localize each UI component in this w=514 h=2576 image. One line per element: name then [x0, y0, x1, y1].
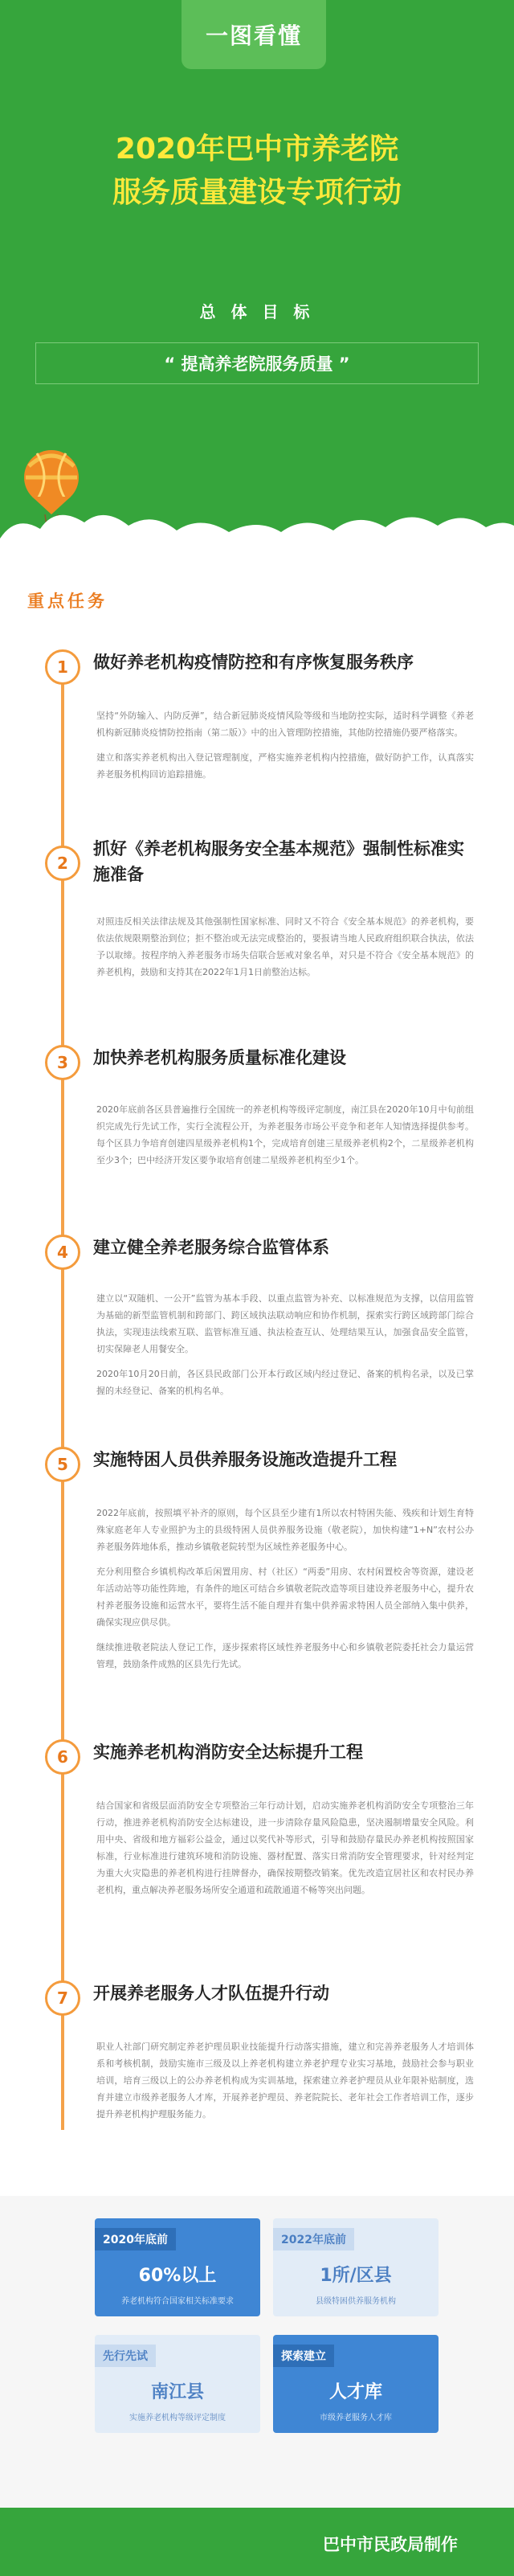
task-number-badge: 6	[45, 1739, 80, 1775]
task-paragraph: 2020年10月20日前，各区县民政部门公开本行政区域内经过登记、备案的机构名录，以及已掌握的未经登记、备案的机构名单。	[96, 1369, 474, 1396]
task-title: 实施特困人员供养服务设施改造提升工程	[93, 1450, 397, 1469]
task-body	[96, 2038, 474, 2123]
task-title: 抓好《养老机构服务安全基本规范》强制性标准实施准备	[93, 839, 464, 884]
page-title-line2: 服务质量建设专项行动	[112, 176, 402, 209]
task-body	[96, 1290, 474, 1399]
task-paragraph: 2020年底前各区县普遍推行全国统一的养老机构等级评定制度，南江县在2020年10月中旬前组织完成先行先试工作，实行全流程公开，为养老服务市场公平竞争和老年人知情选择提供参考。每个区县力争培育创建四星级养老机构1个，完成培育创建三星级养老机构2个，二星级养老机构至少3个；巴中经济开发区要争取培育创建二星级养老机构至少1个。	[96, 1104, 474, 1165]
task-title: 建立健全养老服务综合监管体系	[93, 1238, 329, 1257]
task-paragraph: 2022年底前，按照填平补齐的原则，每个区县至少建有1所以农村特困失能、残疾和计划生育特殊家庭老年人专业照护为主的县级特困人员供养服务设施（敬老院），加快构建“1+N”农村公办养老服务阵地体系，推动乡镇敬老院转型为区域性养老服务中心。	[96, 1508, 474, 1552]
stat-card	[95, 2335, 260, 2433]
task-body	[96, 1797, 474, 1898]
stat-card-value: 南江县	[150, 2382, 204, 2402]
stat-card-tag: 先行先试	[95, 2345, 156, 2367]
task-paragraph: 建立以“双随机、一公开”监管为基本手段、以重点监管为补充、以标准规范为支撑，以信用监管为基础的新型监管机制和跨部门、跨区域执法联动响应和协作机制，探索实行跨区域跨部门综合执法，实现违法线索互联、监管标准互通、执法检查互认、处理结果互认，加强食品安全监管，切实保障老人用餐安全。	[96, 1293, 474, 1354]
task-body	[96, 1505, 474, 1673]
task-paragraph: 结合国家和省级层面消防安全专项整治三年行动计划，启动实施养老机构消防安全专项整治三年行动，推进养老机构消防安全达标建设，进一步清除存量风险隐患，坚决遏制增量安全风险。利用中央、省级和地方福彩公益金，通过以奖代补等形式，引导和鼓励存量民办养老机构按照国家标准，行业标准进行建筑环境和消防设施、器材配置、落实日常消防安全管理要求，针对经判定为重大火灾隐患的养老机构进行挂牌督办，确保按期整改销案。优先改造宜居社区和农村民办养老机构，重点解决养老服务场所安全通道和疏散通道不畅等突出问题。	[96, 1800, 474, 1895]
task-number-badge: 5	[45, 1447, 80, 1482]
task-title: 做好养老机构疫情防控和有序恢复服务秩序	[93, 653, 414, 672]
stat-card	[95, 2218, 260, 2316]
task-number-badge: 7	[45, 1980, 80, 2016]
task-body	[96, 1101, 474, 1169]
stat-card-value: 1所/区县	[320, 2266, 392, 2286]
cloud-decoration	[0, 490, 514, 555]
task-body	[96, 707, 474, 783]
goal-heading: 总 体 目 标	[199, 302, 315, 321]
goal-box	[35, 342, 479, 384]
stat-card-caption: 市级养老服务人才库	[320, 2414, 392, 2422]
task-title: 实施养老机构消防安全达标提升工程	[93, 1743, 363, 1762]
task-number-badge: 2	[45, 846, 80, 881]
task-paragraph: 继续推进敬老院法人登记工作，逐步探索将区域性养老服务中心和乡镇敬老院委托社会力量运营管理，鼓励条件成熟的区县先行先试。	[96, 1642, 474, 1669]
stat-card-caption: 县级特困供养服务机构	[316, 2297, 396, 2306]
section-heading-tasks: 重点任务	[27, 592, 108, 611]
header-badge-text: 一图看懂	[205, 23, 302, 49]
goal-text: “ 提高养老院服务质量 ”	[164, 354, 350, 374]
stat-card-caption: 养老机构符合国家相关标准要求	[121, 2297, 234, 2306]
task-title: 开展养老服务人才队伍提升行动	[93, 1984, 329, 2003]
task-number-badge: 3	[45, 1045, 80, 1080]
task-paragraph: 职业人社部门研究制定养老护理员职业技能提升行动落实措施，建立和完善养老服务人才培训体系和考核机制，鼓励实施市三级及以上养老机构建立养老护理专业实习基地，鼓励社会参与职业培训，培育三级以上的公办养老机构成为实训基地，探索建立养老护理员从业年限补贴制度，选育并建立市级养老服务人才库，开展养老护理员、养老院院长、老年社会工作者培训工作，逐步提升养老机构护理服务能力。	[96, 2042, 474, 2119]
stat-card-tag: 探索建立	[273, 2345, 334, 2367]
header-badge	[182, 0, 326, 69]
footer	[0, 2508, 514, 2576]
footer-credit: 巴中市民政局制作	[323, 2535, 458, 2554]
task-paragraph: 对照违反相关法律法规及其他强制性国家标准、同时又不符合《安全基本规范》的养老机构，要依法依规限期整治到位；拒不整治或无法完成整治的，要报请当地人民政府组织联合执法，依法予以取缔。按程序纳入养老服务市场失信联合惩戒对象名单，对只是不符合《安全基本规范》的养老机构，鼓励和支持其在2022年1月1日前整治达标。	[96, 916, 474, 977]
task-paragraph: 充分利用整合乡镇机构改革后闲置用房、村（社区）“两委”用房、农村闲置校舍等资源，建设老年活动站等功能性阵地，有条件的地区可结合乡镇敬老院改造等项目建设养老服务中心，提升农村养老服务设施和运营水平，要将生活不能自理并有集中供养需求特困人员全部纳入集中供养，确保实现应供尽供。	[96, 1566, 474, 1628]
stat-card-tag: 2020年底前	[95, 2228, 176, 2250]
task-number-badge: 4	[45, 1235, 80, 1270]
stat-card-tag: 2022年底前	[273, 2228, 354, 2250]
task-paragraph: 建立和落实养老机构出入登记管理制度，严格实施养老机构内控措施，做好防护工作，认真落实养老服务机构回访追踪措施。	[96, 752, 474, 780]
stat-card	[273, 2218, 439, 2316]
stat-card	[273, 2335, 439, 2433]
hero-banner	[0, 0, 514, 555]
task-title: 加快养老机构服务质量标准化建设	[93, 1048, 346, 1067]
task-body	[96, 913, 474, 981]
stat-card-caption: 实施养老机构等级评定制度	[129, 2414, 226, 2422]
task-number-badge: 1	[45, 649, 80, 685]
page-title-line1: 2020年巴中市养老院	[115, 133, 399, 166]
task-paragraph: 坚持“外防输入、内防反弹”，结合新冠肺炎疫情风险等级和当地防控实际，适时科学调整《养老机构新冠肺炎疫情防控指南（第二版）》中的出入管理防控措施，其他防控措施仍要严格落实。	[96, 711, 474, 738]
stat-card-value: 60%以上	[138, 2266, 217, 2286]
stat-card-value: 人才库	[328, 2382, 382, 2402]
